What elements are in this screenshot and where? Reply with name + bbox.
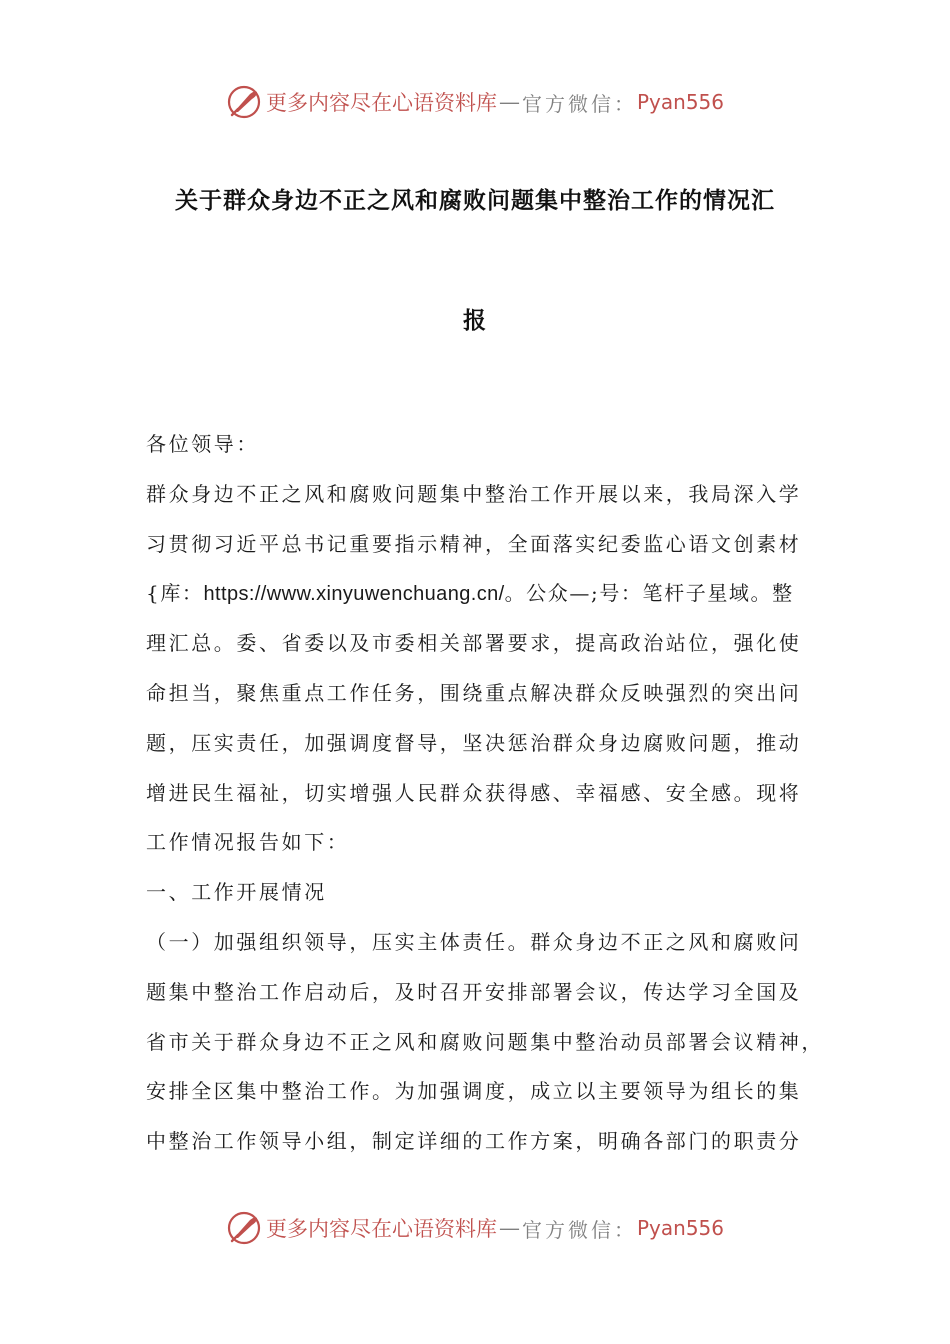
body-line: 题集中整治工作启动后，及时召开安排部署会议，传达学习全国及 [146,979,802,1004]
watermark-header [0,80,950,124]
body-line: 题，压实责任，加强调度督导，坚决惩治群众身边腐败问题，推动 [146,730,802,755]
watermark-brand: 更多内容尽在心语资料库 [265,91,497,115]
url-prefix: {库： [146,581,204,606]
document-title-line-2: 报 [463,307,487,334]
body-line: 安排全区集中整治工作。为加强调度，成立以主要领导为组长的集 [146,1079,802,1104]
watermark-wechat-id: Pyan556 [636,1216,724,1240]
watermark-brand: 更多内容尽在心语资料库 [265,1217,497,1241]
watermark-footer [0,1206,950,1250]
body-line: 群众身边不正之风和腐败问题集中整治工作开展以来，我局深入学 [146,481,802,506]
body-line-url [146,569,810,619]
body-line: 命担当，聚焦重点工作任务，围绕重点解决群众反映强烈的突出问 [146,680,802,705]
body-line: 各位领导： [146,432,259,456]
document-body [146,420,824,1167]
body-line: （一）加强组织领导，压实主体责任。群众身边不正之风和腐败问 [146,929,802,954]
body-line: 工作情况报告如下： [146,830,350,855]
body-line: 理汇总。委、省委以及市委相关部署要求，提高政治站位，强化使 [146,631,802,656]
watermark-dash: — [498,1216,520,1240]
body-line: 习贯彻习近平总书记重要指示精神，全面落实纪委监心语文创素材 [146,531,802,556]
document-title-line-1: 关于群众身边不正之风和腐败问题集中整治工作的情况汇 [175,187,775,214]
quill-pen-icon [226,84,262,120]
watermark-wechat-label: 官方微信： [521,1217,637,1242]
body-line: 省市关于群众身边不正之风和腐败问题集中整治动员部署会议精神， [146,1029,824,1054]
watermark-wechat-id: Pyan556 [636,90,724,114]
source-url: https://www.xinyuwenchuang.cn/ [203,583,505,606]
url-suffix: 。公众—;号：笔杆子星域。整 [504,581,794,606]
section-heading: 一、工作开展情况 [146,880,327,905]
watermark-wechat-label: 官方微信： [521,91,637,116]
body-line: 中整治工作领导小组，制定详细的工作方案，明确各部门的职责分 [146,1129,802,1154]
quill-pen-icon [226,1210,262,1246]
body-line: 增进民生福祉，切实增强人民群众获得感、幸福感、安全感。现将 [146,780,802,805]
watermark-dash: — [498,90,520,114]
